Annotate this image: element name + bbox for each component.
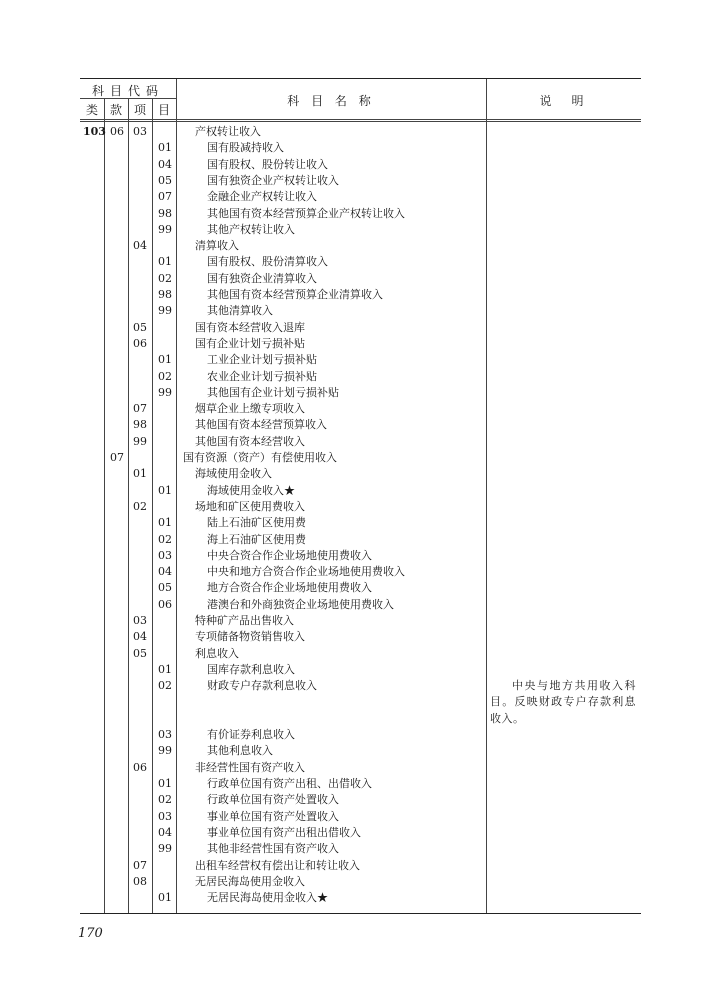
cell-subitem: 01 [158,255,172,269]
cell-subitem: 01 [158,353,172,367]
cell-subject-name: 中央合资合作企业场地使用费收入 [207,548,372,562]
cell-section: 06 [110,125,124,138]
cell-subject-name: 其他国有资本经营预算企业清算收入 [207,288,383,301]
cell-subitem: 01 [158,891,172,905]
page-number: 170 [78,926,103,941]
cell-subitem: 01 [158,516,172,530]
cell-subject-name: 出租车经营权有偿出让和转让收入 [195,858,360,872]
cell-subject-name: 国有资源（资产）有偿使用收入 [183,451,337,464]
cell-subject-name: 事业单位国有资产处置收入 [207,809,339,823]
cell-subject-name: 非经营性国有资产收入 [195,760,305,774]
cell-item: 03 [133,614,147,627]
cell-subject-name: 其他国有企业计划亏损补贴 [207,385,339,399]
cell-item: 03 [133,125,147,138]
cell-subitem: 99 [158,744,172,758]
cell-subject-name: 海域使用金收入★ [207,483,295,497]
cell-subject-name: 财政专户存款利息收入 [207,679,317,693]
cell-subject-name: 行政单位国有资产处置收入 [207,793,339,807]
header-note: 说 明 [539,94,588,108]
cell-subject-name: 国有独资企业清算收入 [207,271,317,285]
cell-item: 01 [133,467,147,481]
cell-item: 07 [133,402,147,416]
cell-subject-name: 海上石油矿区使用费 [207,532,306,546]
col-rule-section [128,98,129,913]
cell-item: 04 [133,239,147,253]
cell-item: 06 [133,336,147,350]
cell-item: 07 [133,858,147,872]
cell-subject-name: 场地和矿区使用费收入 [195,499,305,513]
cell-subitem: 01 [158,483,172,497]
cell-subject-name: 农业企业计划亏损补贴 [207,369,317,383]
cell-subject-name: 行政单位国有资产出租、出借收入 [207,777,372,790]
cell-subitem: 03 [158,809,172,823]
cell-item: 05 [133,320,147,334]
cell-subitem: 99 [158,304,172,318]
cell-subitem: 04 [158,157,172,171]
cell-subject-name: 利息收入 [195,646,239,660]
cell-subject-name: 其他清算收入 [207,304,273,318]
cell-subject-name: 有价证券利息收入 [207,728,295,742]
cell-subitem: 05 [158,581,172,595]
cell-subject-name: 国有股权、股份清算收入 [207,255,328,269]
cell-subject-name: 陆上石油矿区使用费 [207,516,306,530]
cell-subitem: 99 [158,385,172,399]
cell-item: 98 [133,418,147,432]
cell-item: 05 [133,646,147,660]
cell-item: 06 [133,760,147,774]
cell-subject-name: 无居民海岛使用金收入★ [207,891,328,905]
cell-item: 04 [133,630,147,644]
cell-subitem: 01 [158,662,172,676]
cell-subitem: 01 [158,777,172,790]
header-class: 类 [85,103,98,117]
cell-subject-name: 国有股权、股份转让收入 [207,157,328,171]
col-rule-subitem [176,79,177,913]
cell-subject-name: 其他国有资本经营预算企业产权转让收入 [207,206,405,220]
cell-subject-name: 工业企业计划亏损补贴 [207,353,317,367]
cell-subitem: 03 [158,728,172,742]
cell-subject-name: 产权转让收入 [195,125,261,138]
header-bottom-rule-2 [80,121,641,122]
cell-subject-name: 港澳台和外商独资企业场地使用费收入 [207,597,394,611]
cell-section: 07 [110,451,124,464]
cell-subitem: 04 [158,825,172,839]
cell-subitem: 06 [158,597,172,611]
cell-subject-name: 金融企业产权转让收入 [207,190,317,204]
header-code-group: 科目代码 [91,84,164,98]
cell-subject-name: 国有独资企业产权转让收入 [207,173,339,187]
cell-subject-name: 国有股减持收入 [207,141,284,155]
cell-subitem: 02 [158,793,172,807]
cell-subject-name: 国有资本经营收入退库 [195,320,305,334]
cell-subject-name: 地方合资合作企业场地使用费收入 [207,581,372,595]
cell-subitem: 04 [158,565,172,579]
cell-subitem: 98 [158,288,172,301]
header-name: 科 目 名 称 [287,94,375,108]
header-item: 项 [133,103,146,117]
cell-subject-name: 烟草企业上缴专项收入 [195,402,305,416]
cell-subject-name: 清算收入 [195,239,239,253]
cell-class: 103 [83,125,106,138]
cell-item: 02 [133,499,147,513]
cell-subject-name: 国有企业计划亏损补贴 [195,336,305,350]
cell-subject-name: 特种矿产品出售收入 [195,614,294,627]
cell-subject-name: 其他非经营性国有资产收入 [207,842,339,856]
cell-subitem: 02 [158,271,172,285]
subject-code-table [80,78,641,914]
cell-subject-name: 其他产权转让收入 [207,222,295,236]
cell-subitem: 01 [158,141,172,155]
cell-subitem: 02 [158,369,172,383]
cell-subject-name: 事业单位国有资产出租出借收入 [207,825,361,839]
cell-subitem: 02 [158,532,172,546]
cell-subject-name: 其他利息收入 [207,744,273,758]
cell-subject-name: 中央和地方合资合作企业场地使用费收入 [207,565,405,579]
cell-subject-name: 其他国有资本经营预算收入 [195,418,327,432]
cell-item: 99 [133,434,147,448]
cell-subitem: 07 [158,190,172,204]
cell-subject-name: 国库存款利息收入 [207,662,295,676]
cell-subitem: 05 [158,173,172,187]
cell-subject-name: 专项储备物资销售收入 [195,630,305,644]
header-subitem: 目 [157,103,170,117]
header-section: 款 [109,103,122,117]
cell-subject-name: 其他国有资本经营收入 [195,434,305,448]
cell-item: 08 [133,874,147,888]
cell-subitem: 99 [158,842,172,856]
cell-subject-name: 海域使用金收入 [195,467,272,481]
cell-subitem: 99 [158,222,172,236]
cell-subitem: 03 [158,548,172,562]
col-rule-item [152,98,153,913]
header-bottom-rule [80,119,641,120]
col-rule-class [104,98,105,913]
cell-subject-name: 无居民海岛使用金收入 [195,874,305,888]
cell-subitem: 98 [158,206,172,220]
cell-subitem: 02 [158,679,172,693]
cell-note: 中央与地方共用收入科目。反映财政专户存款利息收入。 [490,679,636,725]
col-rule-name [486,79,487,913]
